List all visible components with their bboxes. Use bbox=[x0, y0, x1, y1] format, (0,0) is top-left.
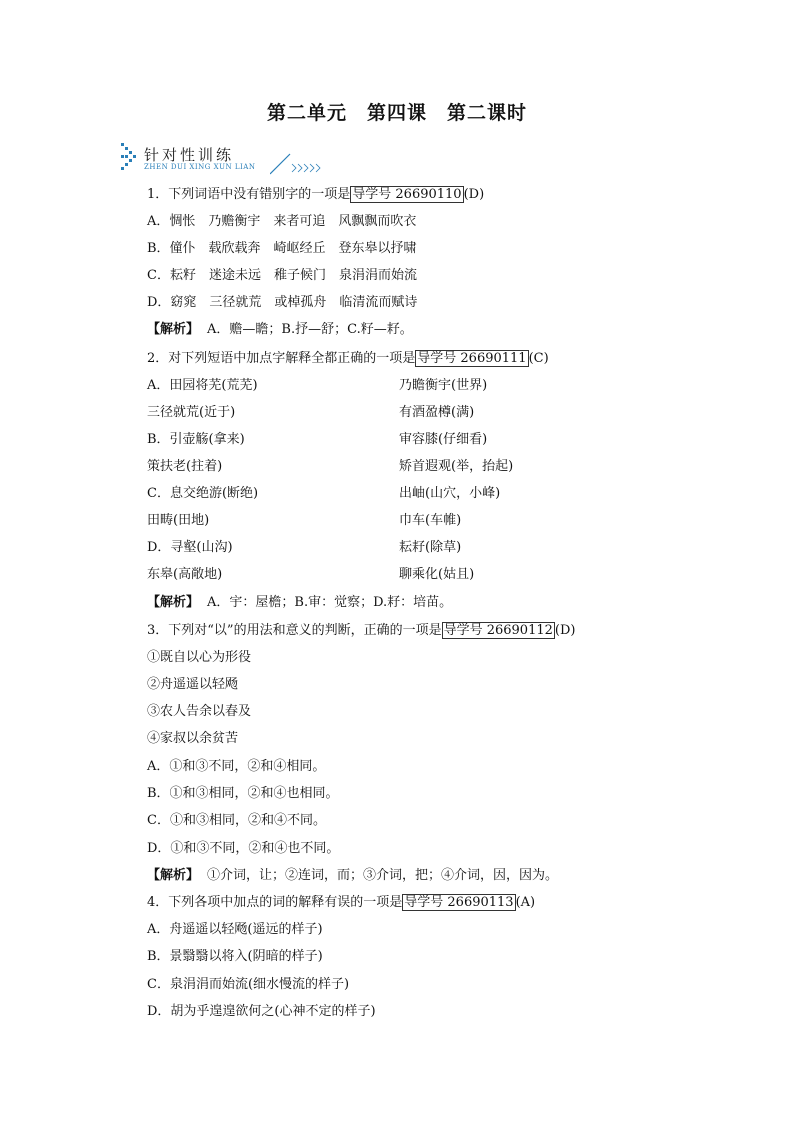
option-left: C．息交绝游(断绝) bbox=[147, 486, 259, 501]
option-right: 巾车(车帷) bbox=[399, 513, 462, 528]
question-ref: 导学号 26690110 bbox=[352, 187, 462, 202]
option-a: A．舟遥遥以轻飏(遥远的样子) bbox=[147, 922, 323, 937]
option-left: D．寻壑(山沟) bbox=[147, 540, 233, 555]
option-d: D．胡为乎遑遑欲何之(心神不定的样子) bbox=[147, 1004, 376, 1019]
question-ref: 导学号 26690112 bbox=[443, 623, 553, 638]
analysis: 【解析】 A．赡—瞻；B.抒—舒；C.籽—耔。 bbox=[147, 322, 413, 337]
question-1-stem: 1．下列词语中没有错别字的一项是 导学号 26690110 (D) bbox=[147, 187, 485, 202]
option-c: C．①和③相同，②和④不同。 bbox=[147, 813, 326, 828]
option-left: 东皋(高敞地) bbox=[147, 567, 223, 582]
option-d: D．①和③不同，②和④也不同。 bbox=[147, 841, 340, 856]
option-left: 三径就荒(近于) bbox=[147, 405, 236, 420]
option-right: 有酒盈樽(满) bbox=[399, 405, 475, 420]
option-left: 田畴(田地) bbox=[147, 513, 210, 528]
analysis-label: 【解析】 bbox=[147, 595, 200, 610]
option-c: C．泉涓涓而始流(细水慢流的样子) bbox=[147, 977, 350, 992]
option-right: 聊乘化(姑且) bbox=[399, 567, 475, 582]
option-d: D．窈窕 三径就荒 或棹孤舟 临清流而赋诗 bbox=[147, 295, 418, 310]
analysis-label: 【解析】 bbox=[147, 322, 200, 337]
option-left: B．引壶觞(拿来) bbox=[147, 432, 245, 447]
option-right: 审容膝(仔细看) bbox=[399, 432, 488, 447]
sentence-item: ②舟遥遥以轻飏 bbox=[147, 677, 239, 692]
option-a: A．①和③不同，②和④相同。 bbox=[147, 759, 326, 774]
page-title: 第二单元 第四课 第二课时 bbox=[266, 102, 527, 124]
question-4-stem: 4．下列各项中加点的词的解释有误的一项是 导学号 26690113 (A) bbox=[147, 895, 536, 910]
answer: (D) bbox=[554, 623, 576, 638]
option-left: 策扶老(拄着) bbox=[147, 459, 223, 474]
answer: (D) bbox=[463, 187, 485, 202]
option-left: A．田园将芜(荒芜) bbox=[147, 378, 258, 393]
sentence-item: ①既自以心为形役 bbox=[147, 650, 252, 665]
chevron-logo-icon bbox=[120, 142, 138, 172]
option-b: B．①和③相同，②和④也相同。 bbox=[147, 786, 339, 801]
option-right: 出岫(山穴，小峰) bbox=[399, 486, 501, 501]
option-c: C．耘籽 迷途未远 稚子候门 泉涓涓而始流 bbox=[147, 268, 417, 283]
arrow-decoration-icon bbox=[270, 150, 330, 176]
option-right: 乃瞻衡宇(世界) bbox=[399, 378, 488, 393]
sentence-item: ③农人告余以春及 bbox=[147, 704, 252, 719]
question-2-stem: 2．对下列短语中加点字解释全都正确的一项是 导学号 26690111 (C) bbox=[147, 351, 549, 366]
analysis-label: 【解析】 bbox=[147, 868, 200, 883]
question-3-stem: 3．下列对“以”的用法和意义的判断，正确的一项是 导学号 26690112 (D) bbox=[147, 623, 576, 638]
option-b: B．僮仆 载欣载奔 崎岖经丘 登东皋以抒啸 bbox=[147, 241, 417, 256]
question-ref: 导学号 26690111 bbox=[417, 351, 527, 366]
option-right: 矫首遐观(举，抬起) bbox=[399, 459, 514, 474]
section-label: 针对性训练 bbox=[144, 146, 235, 164]
section-header bbox=[120, 142, 320, 178]
option-right: 耘耔(除草) bbox=[399, 540, 462, 555]
analysis: 【解析】 A．宇：屋檐；B.审：觉察；D.耔：培苗。 bbox=[147, 595, 453, 610]
option-b: B．景翳翳以将入(阴暗的样子) bbox=[147, 949, 323, 964]
answer: (C) bbox=[528, 351, 549, 366]
answer: (A) bbox=[515, 895, 536, 910]
sentence-item: ④家叔以余贫苦 bbox=[147, 731, 239, 746]
section-pinyin: ZHEN DUI XING XUN LIAN bbox=[144, 163, 256, 171]
option-a: A．惆怅 乃赡衡宇 来者可追 风飘飘而吹衣 bbox=[147, 214, 417, 229]
analysis: 【解析】 ①介词，让；②连词，而；③介词，把；④介词，因，因为。 bbox=[147, 868, 559, 883]
question-ref: 导学号 26690113 bbox=[404, 895, 514, 910]
